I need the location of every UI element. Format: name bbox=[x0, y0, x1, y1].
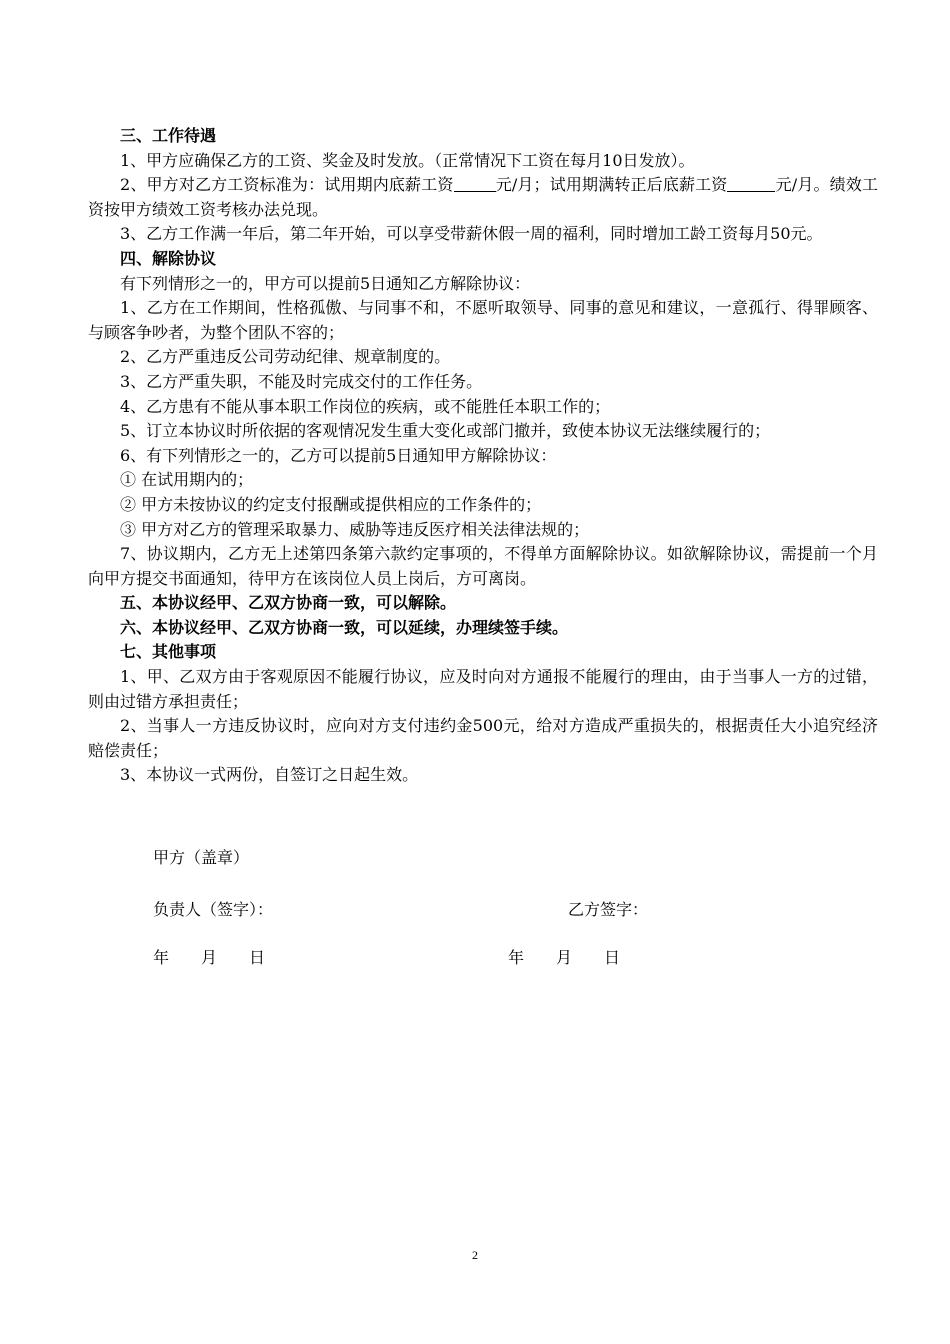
section4-item6: 6、有下列情形之一的，乙方可以提前5日通知甲方解除协议： bbox=[120, 445, 557, 465]
section4-sub2: ② 甲方未按协议的约定支付报酬或提供相应的工作条件的； bbox=[120, 494, 542, 514]
section4-sub1: ① 在试用期内的； bbox=[120, 470, 254, 490]
salary-trial-blank bbox=[454, 175, 496, 192]
salary-regular-blank bbox=[727, 175, 775, 192]
section3-item2 bbox=[88, 173, 878, 222]
section3-item3: 3、乙方工作满一年后，第二年开始，可以享受带薪休假一周的福利，同时增加工龄工资每月50元。 bbox=[120, 224, 823, 244]
section7-heading: 七、其他事项 bbox=[120, 642, 217, 662]
section3-item1: 1、甲方应确保乙方的工资、奖金及时发放。（正常情况下工资在每月10日发放）。 bbox=[120, 150, 695, 170]
section4-item3: 3、乙方严重失职，不能及时完成交付的工作任务。 bbox=[120, 371, 483, 391]
section4-item2: 2、乙方严重违反公司劳动纪律、规章制度的。 bbox=[120, 347, 451, 367]
party-b-sign-label: 乙方签字： bbox=[568, 900, 649, 919]
section3-item2-part1: 2、甲方对乙方工资标准为：试用期内底薪工资 bbox=[120, 175, 454, 195]
responsible-sign-label: 负责人（签字）： bbox=[153, 900, 274, 919]
section3-item2-part2: 元/月；试用期满转正后底薪工资 bbox=[495, 175, 728, 195]
section4-item5: 5、订立本协议时所依据的客观情况发生重大变化或部门撤并，致使本协议无法继续履行的； bbox=[120, 421, 771, 441]
page-number: 2 bbox=[472, 1248, 478, 1262]
party-b-date: 年 月 日 bbox=[508, 948, 621, 967]
party-a-date: 年 月 日 bbox=[153, 948, 266, 967]
section7-item3: 3、本协议一式两份，自签订之日起生效。 bbox=[120, 765, 419, 785]
section7-item2: 2、当事人一方违反协议时，应向对方支付违约金500元，给对方造成严重损失的，根据责任大小追究经济赔偿责任； bbox=[88, 716, 878, 760]
section3-item2-part3: 元/月。绩效工资按甲方绩效工资考核办法兑现。 bbox=[88, 175, 878, 219]
document-body bbox=[88, 124, 878, 788]
section3-heading: 三、工作待遇 bbox=[120, 126, 217, 145]
section4-item4: 4、乙方患有不能从事本职工作岗位的疾病，或不能胜任本职工作的； bbox=[120, 396, 611, 416]
section4-item1: 1、乙方在工作期间，性格孤傲、与同事不和，不愿听取领导、同事的意见和建议，一意孤行、得罪顾客、与顾客争吵者，为整个团队不容的； bbox=[88, 298, 878, 342]
section4-intro: 有下列情形之一的，甲方可以提前5日通知乙方解除协议： bbox=[120, 273, 531, 293]
section7-item1: 1、甲、乙双方由于客观原因不能履行协议，应及时向对方通报不能履行的理由，由于当事人一方的过错，则由过错方承担责任； bbox=[88, 667, 878, 711]
section4-heading: 四、解除协议 bbox=[120, 248, 217, 268]
party-a-seal-label: 甲方（盖章） bbox=[153, 848, 250, 867]
section4-item7: 7、协议期内，乙方无上述第四条第六款约定事项的，不得单方面解除协议。如欲解除协议，需提前一个月向甲方提交书面通知，待甲方在该岗位人员上岗后，方可离岗。 bbox=[88, 544, 878, 588]
section5-heading: 五、本协议经甲、乙双方协商一致，可以解除。 bbox=[120, 593, 457, 613]
section4-sub3: ③ 甲方对乙方的管理采取暴力、威胁等违反医疗相关法律法规的； bbox=[120, 519, 590, 539]
section6-heading: 六、本协议经甲、乙双方协商一致，可以延续，办理续签手续。 bbox=[120, 617, 569, 637]
